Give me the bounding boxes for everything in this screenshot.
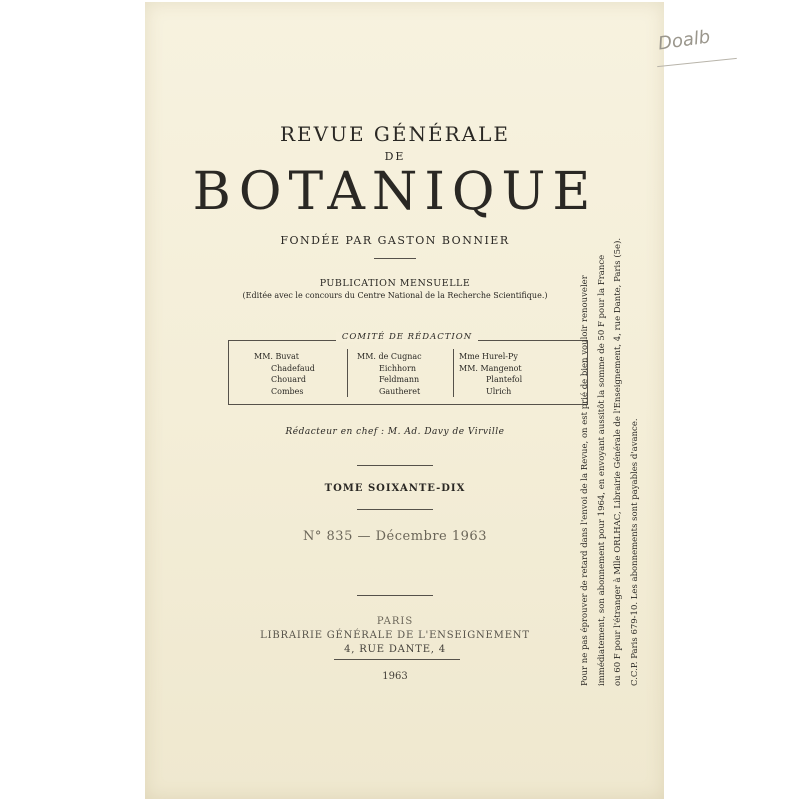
issue-number: N° 835 — Décembre 1963 [303, 529, 487, 544]
notice-line: C.C.P. Paris 679-10. Les abonnements sont payables d'avance. [629, 418, 640, 686]
annotation-underline [657, 58, 737, 67]
title-main: BOTANIQUE [192, 162, 598, 222]
rule-short [374, 258, 416, 259]
publisher-name: LIBRAIRIE GÉNÉRALE DE L'ENSEIGNEMENT [260, 630, 530, 641]
committee-member: Chouard [271, 375, 306, 384]
title-top: REVUE GÉNÉRALE [280, 122, 510, 146]
committee-member: MM. Mangenot [459, 363, 522, 373]
committee-member: Chadefaud [271, 363, 315, 373]
handwritten-annotation: Doalb [656, 26, 712, 55]
rule-issue [357, 595, 433, 596]
committee-member: Eichhorn [379, 363, 416, 373]
committee-member: Combes [271, 386, 304, 396]
publication-frequency: PUBLICATION MENSUELLE [319, 278, 471, 289]
rule-tome-top [357, 465, 433, 466]
notice-line: ou 60 F pour l'étranger à Mlle ORLHAC, Librairie Générale de l'Enseignement, 4, rue Dante, Paris (5e). [613, 237, 623, 686]
journal-cover [145, 2, 712, 799]
committee-member: MM. Buvat [254, 352, 300, 361]
founder-line: FONDÉE PAR GASTON BONNIER [280, 234, 510, 247]
notice-line: immédiatement, son abonnement pour 1964, en envoyant aussitôt la somme de 50 F pour la France [596, 254, 607, 686]
committee-member: MM. de Cugnac [357, 352, 422, 361]
committee-title: COMITÉ DE RÉDACTION [253, 332, 561, 342]
column-divider [453, 349, 454, 397]
side-notice-text [577, 86, 645, 686]
committee-box [228, 340, 588, 405]
committee-member: Plantefol [486, 375, 523, 384]
committee-column-1 [254, 351, 315, 397]
publisher-city: PARIS [376, 616, 414, 627]
volume-label: TOME SOIXANTE-DIX [324, 483, 466, 494]
column-divider [347, 349, 348, 397]
notice-line: Pour ne pas éprouver de retard dans l'envoi de la Revue, on est prié de bien vouloir renouveler [580, 275, 590, 686]
chief-editor: Rédacteur en chef : M. Ad. Davy de Virville [285, 427, 505, 437]
publication-year: 1963 [382, 671, 408, 682]
committee-member: Ulrich [486, 386, 512, 396]
rule-tome-bottom [357, 509, 433, 510]
committee-member: Gautheret [379, 386, 421, 396]
publication-note: (Editée avec le concours du Centre National de la Recherche Scientifique.) [242, 291, 548, 300]
title-de: DE [384, 150, 406, 163]
committee-column-2 [357, 351, 422, 397]
committee-member: Feldmann [379, 375, 420, 384]
committee-member: Mme Hurel-Py [459, 352, 518, 361]
side-notice [577, 86, 645, 686]
publisher-address: 4, RUE DANTE, 4 [344, 644, 446, 655]
rule-address [334, 659, 460, 660]
committee-column-3 [459, 351, 522, 397]
